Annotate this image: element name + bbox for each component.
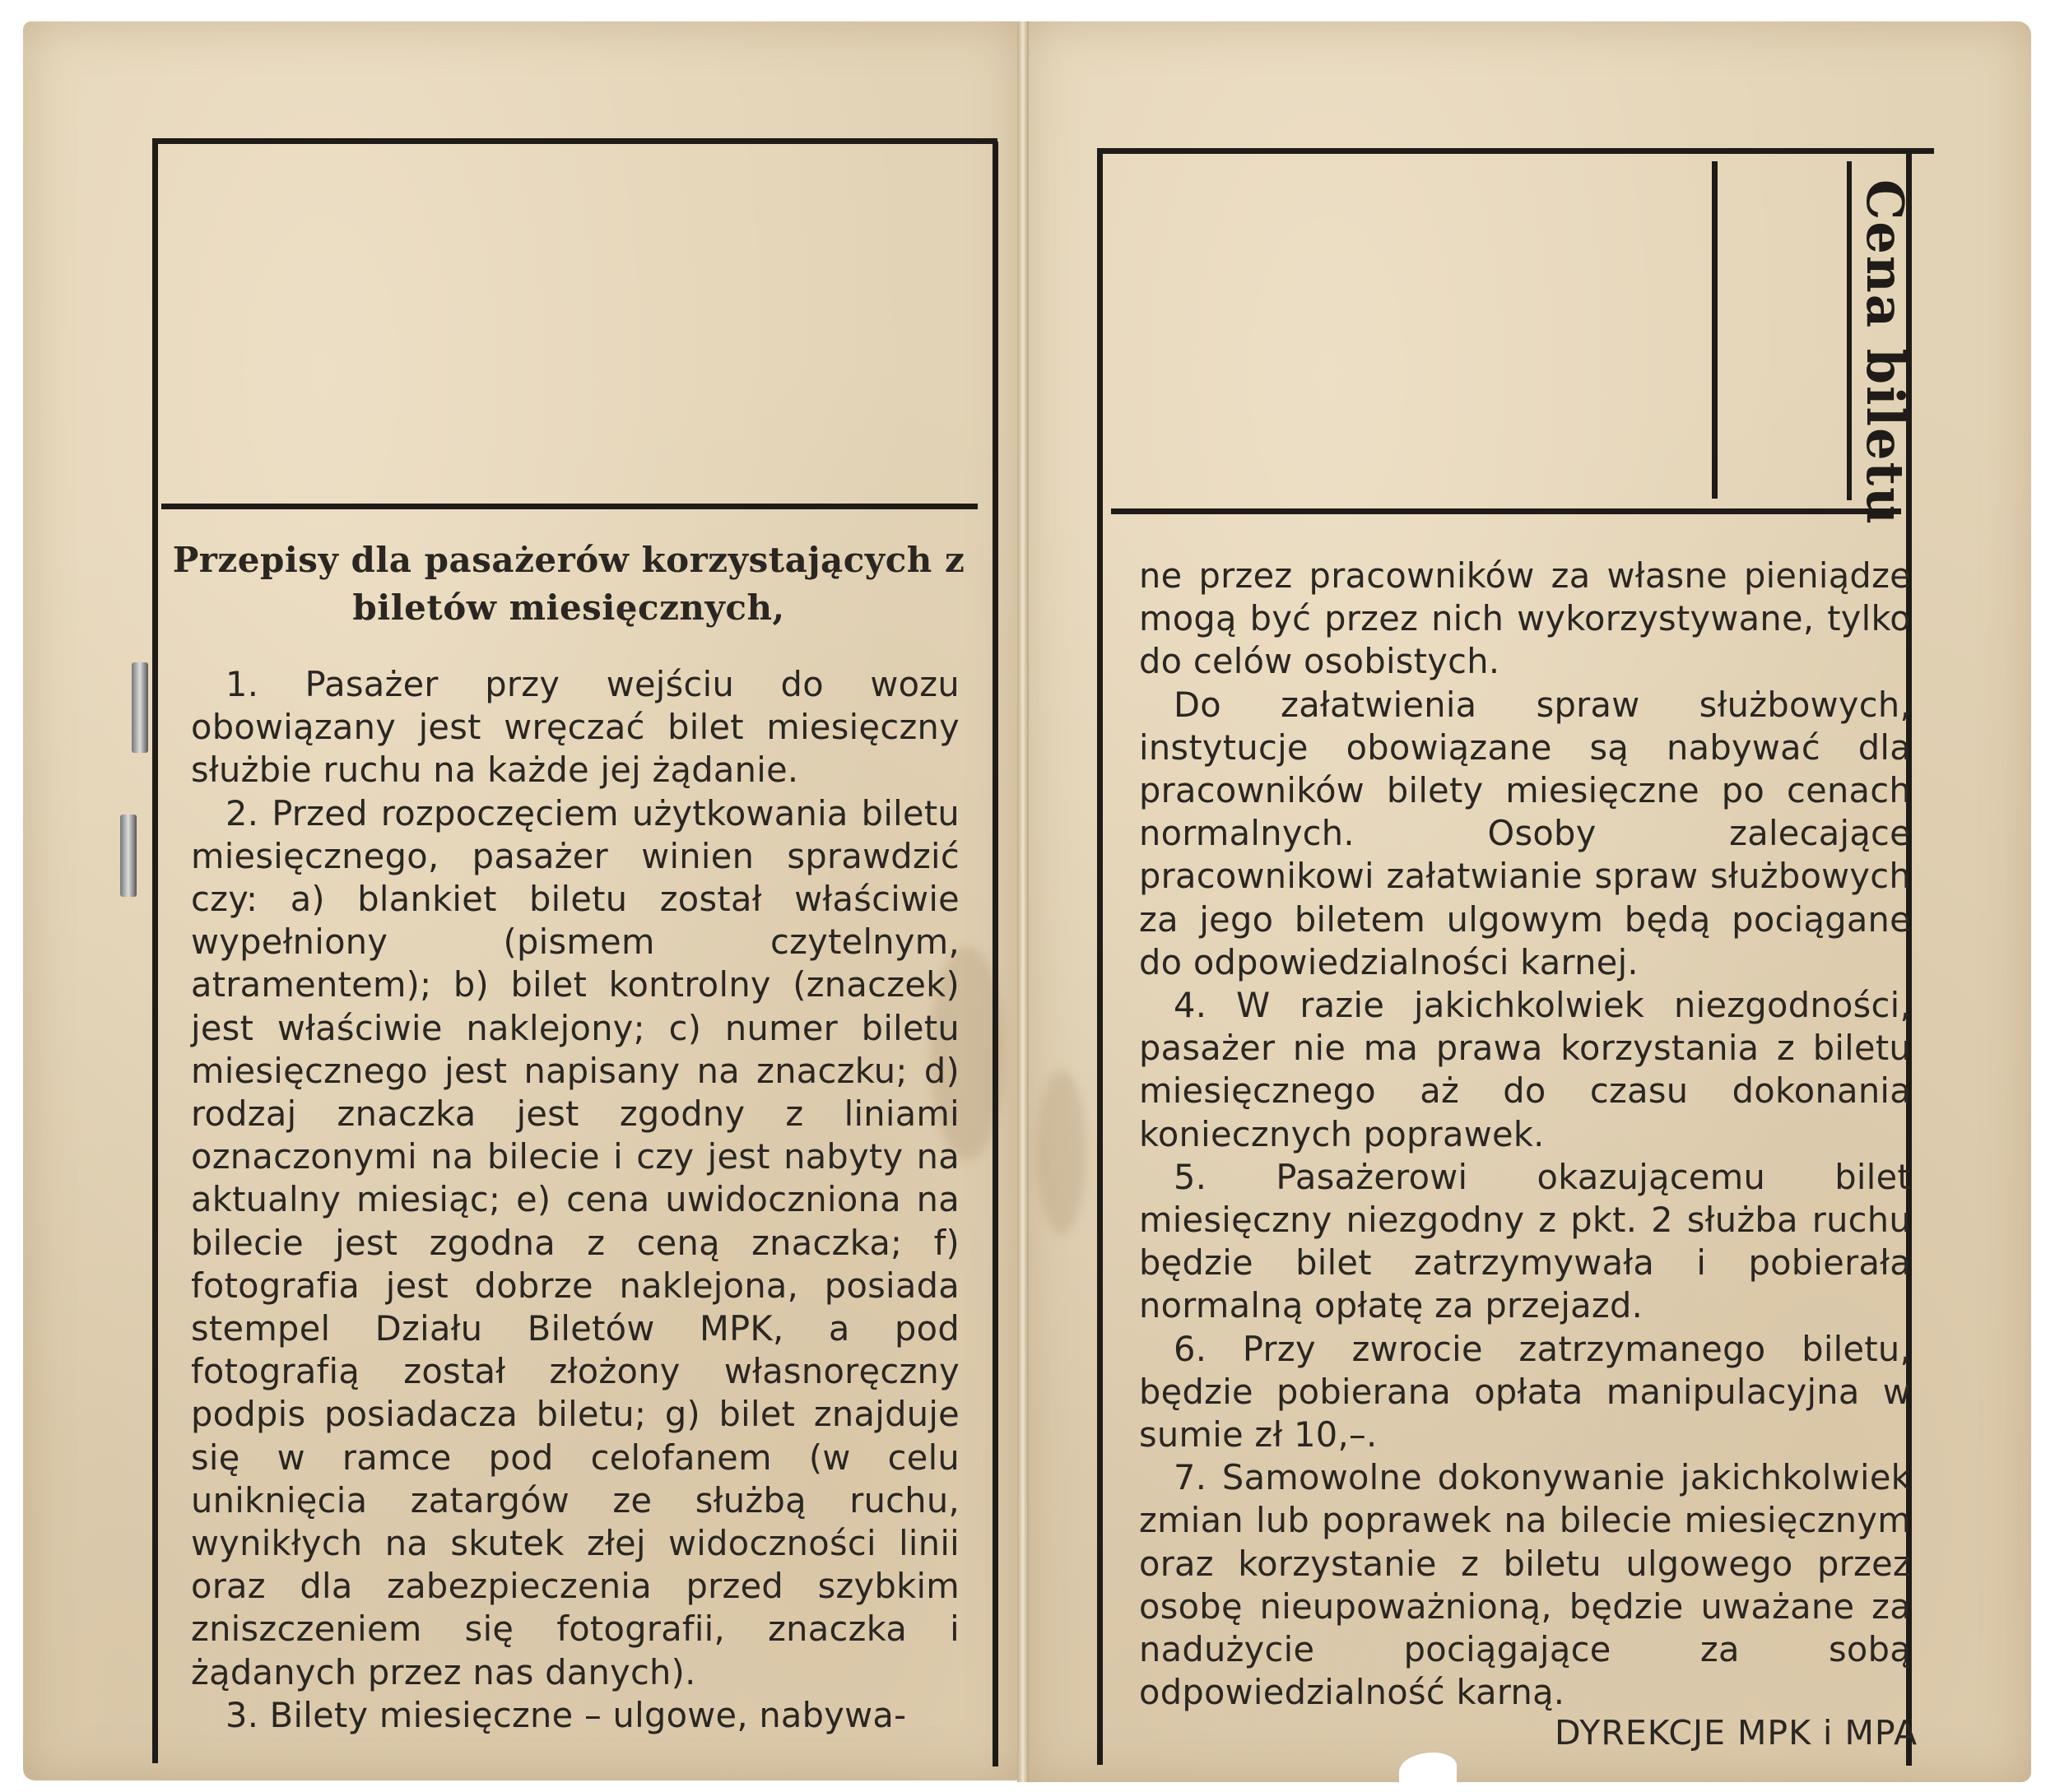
rule-4: 4. W razie jakichkolwiek niezgodności, pasażer nie ma prawa korzystania z biletu miesięcznego aż do czasu dokonania koniecznych poprawek. (1139, 985, 1911, 1154)
rule-5: 5. Pasażerowi okazującemu bilet miesięczny niezgodny z pkt. 2 służba ruchu będzie bilet zatrzymywała i pobierała normalną opłatę za przejazd. (1139, 1156, 1911, 1326)
rule-3-paragraph: Do załatwienia spraw służbowych, instytucje obowiązane są nabywać dla pracowników bilety miesięczne po cenach normalnych. Osoby zalecające pracownikowi załatwianie spraw służbowych za jego biletem ulgowym będą pociągane do odpowiedzialności karnej. (1139, 684, 1911, 982)
rule-6: 6. Przy zwrocie zatrzymanego biletu, będzie pobierana opłata manipulacyjna w sumie zł 10,–. (1139, 1328, 1911, 1455)
rules-heading: Przepisy dla pasażerów korzystających z biletów miesięcznych, (172, 540, 965, 628)
issuer-footer: DYREKCJE MPK i MPA (1554, 1713, 1918, 1753)
rule-3-continued: ne przez pracowników za własne pieniądze mogą być przez nich wykorzystywane, tylko do celów osobistych. (1139, 555, 1911, 682)
right-column-text (1139, 555, 1911, 1714)
staple (132, 662, 148, 753)
staple (120, 815, 137, 897)
page-fold (1017, 21, 1029, 1782)
stain (1037, 1070, 1086, 1234)
rule-7: 7. Samowolne dokonywanie jakichkolwiek zmian lub poprawek na bilecie miesięcznym oraz korzystanie z biletu ulgowego przez osobę nieupoważnioną, będzie uważane za nadużycie pociągające za sobą odpowiedzialność karną. (1139, 1457, 1911, 1713)
rule-1: 1. Pasażer przy wejściu do wozu obowiązany jest wręczać bilet miesięczny służbie ruchu na każde jej żądanie. (191, 664, 960, 791)
rule-3-start: 3. Bilety miesięczne – ulgowe, nabywa- (225, 1694, 907, 1735)
price-label: Cena biletu (1855, 179, 1915, 527)
left-column-text (191, 663, 960, 1737)
rule-2: 2. Przed rozpoczęciem użytkowania biletu miesięcznego, pasażer winien sprawdzić czy: a) blankiet biletu został właściwie wypełniony (pismem czytelnym, atramentem); b) bilet kontrolny (znaczek) jest właściwie naklejony; c) numer biletu miesięcznego jest napisany na znaczku; d) rodzaj znaczka jest zgodny z liniami oznaczonymi na bilecie i czy jest nabyty na aktualny miesiąc; e) cena uwidoczniona na bilecie jest zgodna z ceną znaczka; f) fotografia jest dobrze naklejona, posiada stempel Działu Biletów MPK, a pod fotografią został złożony własnoręczny podpis posiadacza biletu; g) bilet znajduje się w ramce pod celofanem (w celu uniknięcia zatargów ze służbą ruchu, wynikłych na skutek złej widoczności linii oraz dla zabezpieczenia przed szybkim zniszczeniem się fotografii, znaczka i żądanych przez nas danych). (191, 792, 960, 1692)
